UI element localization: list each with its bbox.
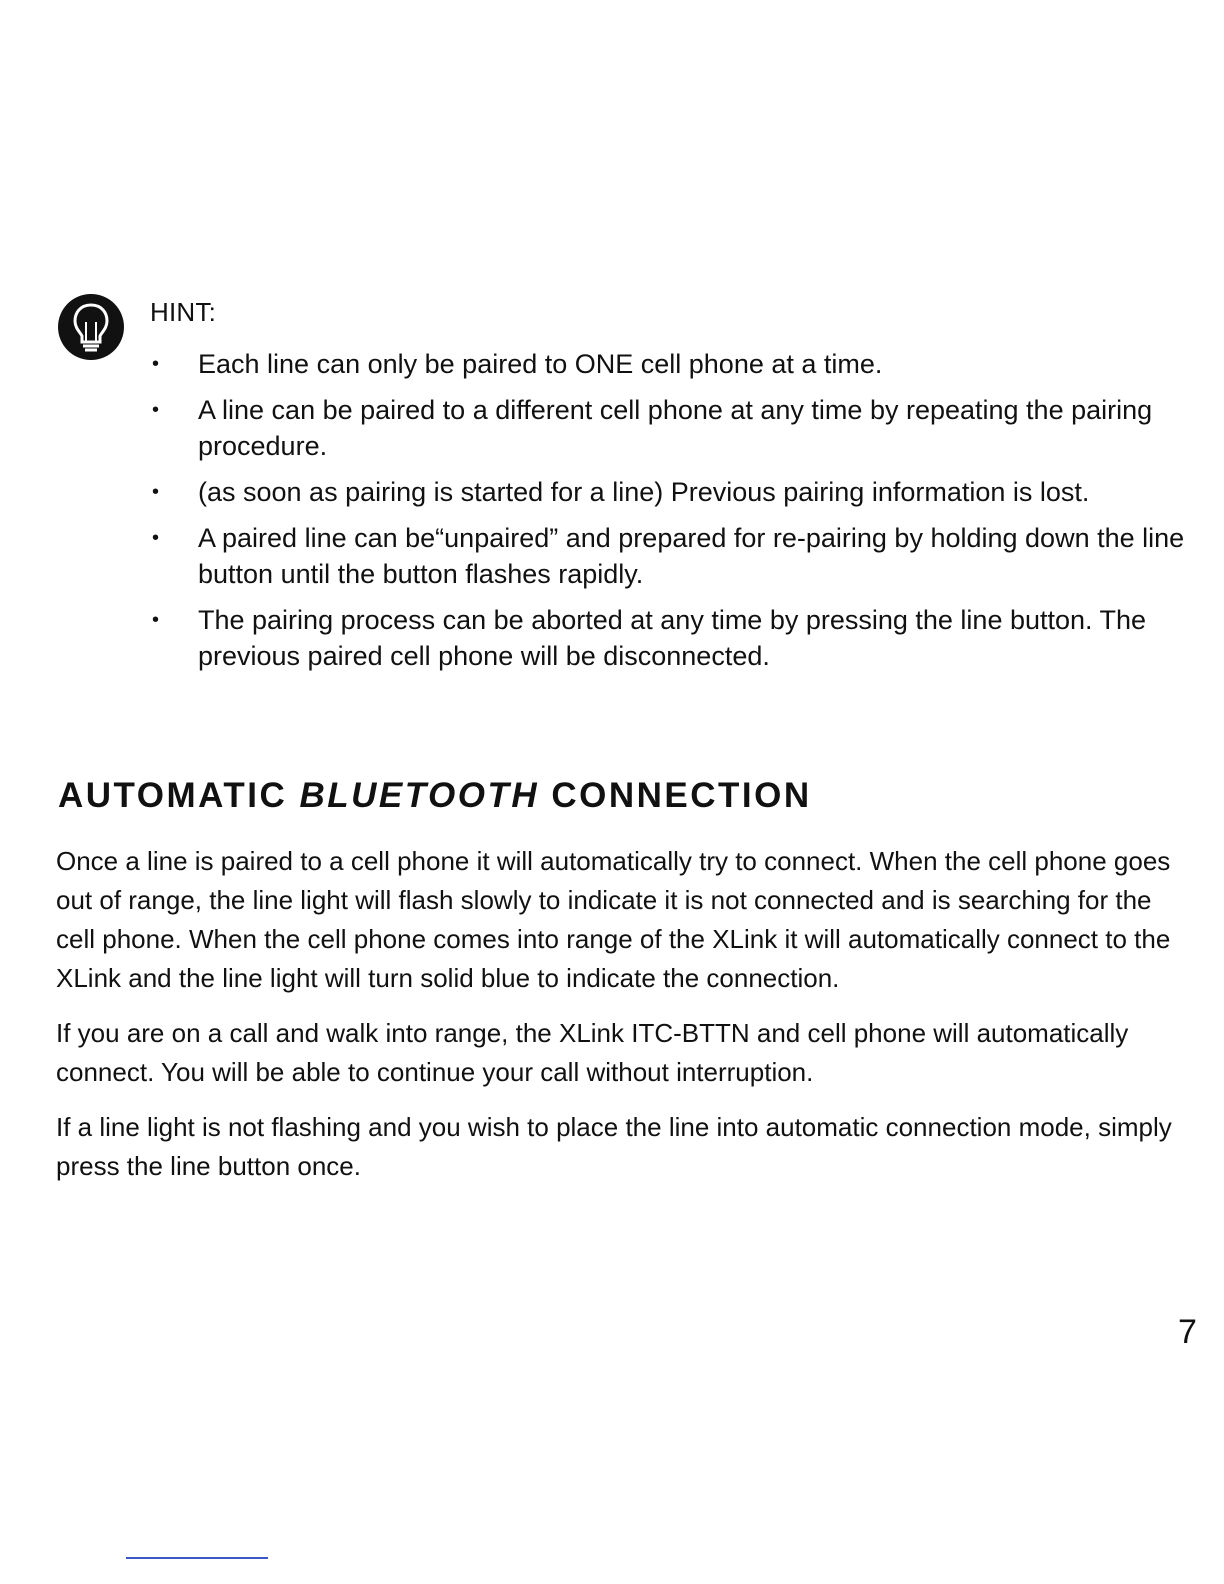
- bullet-icon: •: [152, 527, 160, 549]
- section-title-part2: CONNECTION: [539, 776, 812, 815]
- bullet-icon: •: [152, 481, 160, 503]
- section-body: [56, 842, 1174, 1202]
- hint-list: [140, 346, 1190, 674]
- list-item: [140, 520, 1190, 592]
- paragraph: If a line light is not flashing and you wish to place the line into automatic connection mode, simply press the line button once.: [56, 1112, 1172, 1181]
- page-number: 7: [1178, 1313, 1197, 1351]
- list-item: [140, 602, 1190, 674]
- section-title: [58, 770, 812, 822]
- bullet-icon: •: [152, 399, 160, 421]
- section-title-part1: AUTOMATIC: [58, 776, 300, 815]
- bottom-rule: [126, 1557, 268, 1559]
- list-item-text: A paired line can be“unpaired” and prepared for re-pairing by holding down the line button until the button flashes rapidly.: [198, 523, 1185, 589]
- paragraph: If you are on a call and walk into range, the XLink ITC-BTTN and cell phone will automatically connect. You will be able to continue your call without interruption.: [56, 1018, 1129, 1087]
- list-item-text: Each line can only be paired to ONE cell phone at a time.: [198, 349, 883, 379]
- list-item-text: A line can be paired to a different cell phone at any time by repeating the pairing procedure.: [198, 395, 1153, 461]
- hint-label: HINT:: [150, 297, 216, 327]
- paragraph: Once a line is paired to a cell phone it will automatically try to connect. When the cell phone goes out of range, the line light will flash slowly to indicate it is not connected and is searching for the cell phone. When the cell phone comes into range of the XLink it will automatically connect to the XLink and the line light will turn solid blue to indicate the connection.: [56, 846, 1171, 993]
- lightbulb-icon: [56, 292, 126, 362]
- list-item: [140, 346, 1190, 382]
- list-item-text: The pairing process can be aborted at any time by pressing the line button. The previous paired cell phone will be disconnected.: [198, 605, 1147, 671]
- section-title-italic: BLUETOOTH: [299, 776, 540, 815]
- list-item-text: (as soon as pairing is started for a line) Previous pairing information is lost.: [198, 477, 1090, 507]
- list-item: [140, 474, 1190, 510]
- list-item: [140, 392, 1190, 464]
- bullet-icon: •: [152, 353, 160, 375]
- bullet-icon: •: [152, 609, 160, 631]
